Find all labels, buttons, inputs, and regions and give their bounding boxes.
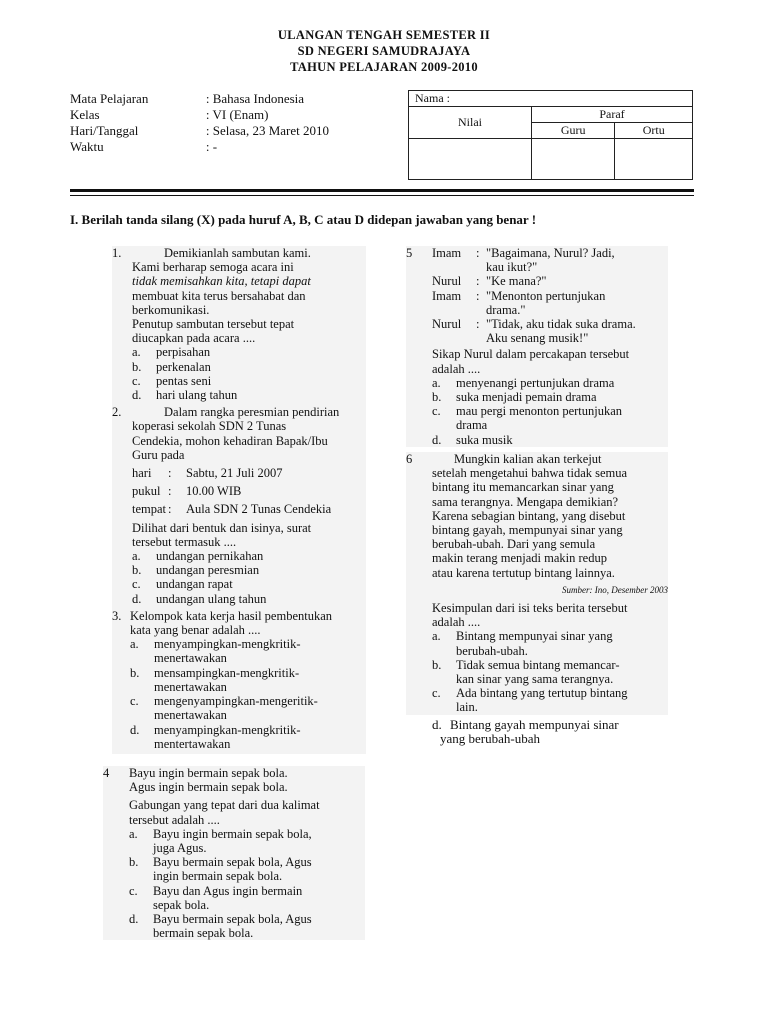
stem-line: makin terang menjadi makin redup bbox=[432, 551, 607, 566]
option-c[interactable] bbox=[129, 884, 365, 912]
question-number: 5 bbox=[406, 246, 413, 260]
name-label: Nama : bbox=[415, 91, 450, 105]
option-key: c. bbox=[432, 686, 441, 701]
info-label: Waktu bbox=[70, 139, 104, 154]
option-d[interactable] bbox=[129, 912, 365, 940]
option-d[interactable] bbox=[432, 718, 682, 732]
option-text: Tidak semua bintang memancar- bbox=[456, 657, 620, 672]
stem-line: sama terangnya. Mengapa demikian? bbox=[432, 494, 619, 509]
option-text-cont: yang berubah-ubah bbox=[440, 731, 540, 747]
option-c[interactable] bbox=[132, 577, 366, 591]
option-text-cont: menertawakan bbox=[154, 679, 227, 694]
prompt-line: adalah .... bbox=[432, 615, 481, 630]
utterance: "Ke mana?" bbox=[486, 274, 547, 289]
stem-line: Bayu ingin bermain sepak bola. bbox=[129, 766, 288, 780]
option-c[interactable] bbox=[432, 686, 668, 714]
detail-value: Sabtu, 21 Juli 2007 bbox=[186, 466, 283, 481]
option-a[interactable] bbox=[132, 549, 366, 563]
teacher-sign-cell[interactable] bbox=[532, 139, 615, 180]
q6-option-d[interactable] bbox=[432, 718, 682, 746]
option-text-cont: juga Agus. bbox=[153, 841, 207, 856]
option-a[interactable] bbox=[432, 376, 668, 390]
option-text: menyampingkan-mengkritik- bbox=[154, 722, 301, 737]
info-value: : VI (Enam) bbox=[205, 107, 269, 122]
option-key: b. bbox=[432, 390, 442, 405]
dialog-line: Nurul : "Tidak, aku tidak suka drama. Aku senang musik!" bbox=[432, 317, 636, 346]
option-text: Bintang mempunyai sinar yang bbox=[456, 629, 613, 644]
question-3 bbox=[112, 609, 366, 751]
option-text: perkenalan bbox=[156, 359, 211, 374]
option-key: d. bbox=[130, 722, 140, 737]
speaker: Imam bbox=[432, 246, 462, 260]
question-2 bbox=[112, 405, 366, 606]
option-key: a. bbox=[432, 629, 441, 644]
option-text: undangan peresmian bbox=[156, 563, 260, 578]
question-6 bbox=[406, 452, 668, 715]
info-value: : - bbox=[205, 139, 218, 154]
dialog-line: Nurul : "Ke mana?" bbox=[432, 274, 547, 289]
stem-line: Kami berharap semoga acara ini bbox=[132, 260, 294, 275]
option-text: undangan pernikahan bbox=[156, 549, 264, 564]
parent-header: Ortu bbox=[615, 123, 693, 139]
detail-label: pukul bbox=[132, 484, 161, 499]
stem-line: Guru pada bbox=[132, 447, 185, 462]
question-number: 4 bbox=[103, 766, 110, 780]
option-text: undangan rapat bbox=[156, 577, 233, 592]
option-text: Ada bintang yang tertutup bintang bbox=[456, 686, 628, 701]
stem-line: koperasi sekolah SDN 2 Tunas bbox=[132, 419, 287, 434]
stem-line: bintang itu memancarkan sinar yang bbox=[432, 480, 614, 495]
option-key: d. bbox=[132, 388, 142, 403]
speaker: Nurul bbox=[432, 274, 462, 289]
option-key: a. bbox=[129, 826, 138, 841]
option-text: menyampingkan-mengkritik- bbox=[154, 637, 301, 652]
question-number: 2. bbox=[112, 405, 122, 420]
option-key: b. bbox=[132, 563, 142, 578]
speaker: Imam bbox=[432, 288, 462, 303]
detail-value: Aula SDN 2 Tunas Cendekia bbox=[186, 502, 332, 517]
info-label: Kelas bbox=[70, 107, 100, 122]
stem-line: berubah-ubah. Dari yang semula bbox=[432, 537, 596, 552]
speaker: Nurul bbox=[432, 317, 462, 332]
event-detail-day: hari : Sabtu, 21 Juli 2007 bbox=[132, 466, 283, 481]
option-key: a. bbox=[432, 375, 441, 390]
stem-line: atau karena tertutup bintang lainnya. bbox=[432, 565, 615, 580]
option-d[interactable] bbox=[130, 723, 366, 751]
dialog-line: Imam : "Bagaimana, Nurul? Jadi, kau ikut?" bbox=[432, 246, 615, 275]
option-key: c. bbox=[132, 373, 141, 388]
stem-line: Demikianlah sambutan kami. bbox=[164, 246, 311, 260]
prompt-line: Kesimpulan dari isi teks berita tersebut bbox=[432, 601, 628, 616]
school-name: SD NEGERI SAMUDRAJAYA bbox=[297, 44, 471, 58]
option-text: pentas seni bbox=[156, 373, 212, 388]
stem-line: membuat kita terus bersahabat dan bbox=[132, 288, 306, 303]
option-d[interactable] bbox=[432, 433, 668, 447]
info-row-time bbox=[70, 139, 400, 155]
option-d[interactable] bbox=[132, 592, 366, 606]
option-text-cont: kan sinar yang sama terangnya. bbox=[456, 672, 614, 687]
option-text-cont: sepak bola. bbox=[153, 897, 210, 912]
question-5 bbox=[406, 246, 668, 447]
name-field[interactable] bbox=[409, 91, 693, 107]
option-c[interactable] bbox=[130, 694, 366, 722]
utterance: "Tidak, aku tidak suka drama. bbox=[486, 317, 636, 332]
stem-line: Cendekia, mohon kehadiran Bapak/Ibu bbox=[132, 433, 328, 448]
info-value: : Selasa, 23 Maret 2010 bbox=[205, 123, 329, 138]
source-citation: Sumber: Ino, Desember 2003 bbox=[562, 584, 668, 595]
option-text: suka musik bbox=[456, 432, 513, 447]
option-text-cont: menertawakan bbox=[154, 708, 227, 723]
option-b[interactable] bbox=[132, 563, 366, 577]
option-text-cont: menertawakan bbox=[154, 651, 227, 666]
question-number: 1. bbox=[112, 246, 122, 260]
utterance: "Bagaimana, Nurul? Jadi, bbox=[486, 246, 615, 260]
option-b[interactable] bbox=[129, 855, 365, 883]
option-text: undangan ulang tahun bbox=[156, 591, 267, 606]
option-key: a. bbox=[132, 345, 141, 360]
option-a[interactable] bbox=[132, 345, 366, 359]
option-key: b. bbox=[432, 657, 442, 672]
parent-sign-cell[interactable] bbox=[615, 139, 693, 180]
option-key: c. bbox=[432, 404, 441, 419]
header-rule-thick bbox=[70, 189, 694, 192]
event-detail-time: pukul : 10.00 WIB bbox=[132, 484, 242, 499]
section-instruction: I. Berilah tanda silang (X) pada huruf A, B, C atau D didepan jawaban yang benar ! bbox=[70, 212, 537, 227]
option-c[interactable] bbox=[132, 374, 366, 388]
prompt-line: Sikap Nurul dalam percakapan tersebut bbox=[432, 347, 630, 362]
option-text-cont: lain. bbox=[456, 700, 478, 715]
header-rule-thin bbox=[70, 195, 694, 196]
option-text-cont: berubah-ubah. bbox=[456, 643, 528, 658]
option-text-cont: mentertawakan bbox=[154, 736, 231, 751]
option-text-cont: drama bbox=[456, 418, 488, 433]
option-b[interactable] bbox=[432, 658, 668, 686]
prompt-line: tersebut termasuk .... bbox=[132, 534, 237, 549]
option-text-cont: bermain sepak bola. bbox=[153, 926, 254, 941]
option-text: Bayu ingin bermain sepak bola, bbox=[153, 826, 312, 841]
option-key: c. bbox=[129, 883, 138, 898]
stem-line: tidak memisahkan kita, tetapi dapat bbox=[132, 274, 311, 289]
question-1 bbox=[112, 246, 366, 402]
prompt-line: tersebut adalah .... bbox=[129, 812, 220, 827]
option-text: Bayu bermain sepak bola, Agus bbox=[153, 912, 312, 927]
name-score-box bbox=[408, 90, 693, 180]
option-key: d. bbox=[432, 717, 442, 732]
option-a[interactable] bbox=[130, 637, 366, 665]
teacher-header: Guru bbox=[532, 123, 615, 139]
stem-line: berkomunikasi. bbox=[132, 302, 210, 317]
option-text-cont: ingin bermain sepak bola. bbox=[153, 869, 283, 884]
option-text: Bayu dan Agus ingin bermain bbox=[153, 883, 303, 898]
detail-label: hari bbox=[132, 466, 152, 481]
option-b[interactable] bbox=[432, 390, 668, 404]
dialog-line: Imam : "Menonton pertunjukan drama." bbox=[432, 288, 606, 317]
score-header: Nilai bbox=[409, 107, 532, 139]
option-a[interactable] bbox=[129, 827, 365, 855]
option-key: c. bbox=[132, 577, 141, 592]
option-b[interactable] bbox=[130, 666, 366, 694]
prompt-line: adalah .... bbox=[432, 361, 481, 376]
option-text: mensampingkan-mengkritik- bbox=[154, 665, 300, 680]
option-key: b. bbox=[132, 359, 142, 374]
academic-year: TAHUN PELAJARAN 2009-2010 bbox=[290, 60, 478, 74]
option-key: a. bbox=[132, 549, 141, 564]
info-row-class bbox=[70, 107, 400, 123]
option-text: hari ulang tahun bbox=[156, 388, 238, 403]
option-key: b. bbox=[130, 665, 140, 680]
question-number: 6 bbox=[406, 452, 413, 466]
stem-line: setelah mengetahui bahwa tidak semua bbox=[432, 466, 628, 481]
option-text: Bayu bermain sepak bola, Agus bbox=[153, 855, 312, 870]
option-text: mengenyampingkan-mengeritik- bbox=[154, 694, 318, 709]
stem-line: Karena sebagian bintang, yang disebut bbox=[432, 508, 626, 523]
option-text: suka menjadi pemain drama bbox=[456, 390, 597, 405]
stem-line: Kelompok kata kerja hasil pembentukan bbox=[130, 608, 333, 623]
questions-left-top bbox=[112, 246, 366, 754]
prompt-line: Penutup sambutan tersebut tepat bbox=[132, 317, 295, 332]
info-row-date bbox=[70, 123, 400, 139]
exam-title: ULANGAN TENGAH SEMESTER II bbox=[277, 28, 491, 42]
utterance: "Menonton pertunjukan bbox=[486, 288, 606, 303]
event-detail-place: tempat : Aula SDN 2 Tunas Cendekia bbox=[132, 502, 332, 517]
info-label: Hari/Tanggal bbox=[70, 123, 139, 138]
signature-header: Paraf bbox=[532, 107, 693, 123]
info-label: Mata Pelajaran bbox=[70, 91, 149, 106]
prompt-line: diucapkan pada acara .... bbox=[132, 331, 256, 346]
option-b[interactable] bbox=[132, 360, 366, 374]
option-text: Bintang gayah mempunyai sinar bbox=[450, 717, 619, 732]
utterance-cont: kau ikut?" bbox=[486, 260, 538, 275]
question-text-line bbox=[112, 246, 366, 260]
detail-label: tempat bbox=[132, 502, 167, 517]
detail-value: 10.00 WIB bbox=[186, 484, 242, 499]
stem-line: kata yang benar adalah .... bbox=[130, 623, 261, 638]
utterance-cont: Aku senang musik!" bbox=[486, 331, 589, 346]
question-4 bbox=[103, 766, 365, 940]
option-key: d. bbox=[132, 591, 142, 606]
info-value: : Bahasa Indonesia bbox=[205, 91, 305, 106]
score-cell[interactable] bbox=[409, 139, 532, 180]
exam-info bbox=[70, 91, 400, 155]
prompt-line: Dilihat dari bentuk dan isinya, surat bbox=[132, 520, 312, 535]
option-text: mau pergi menonton pertunjukan bbox=[456, 404, 623, 419]
option-text: perpisahan bbox=[156, 345, 211, 360]
option-a[interactable] bbox=[432, 629, 668, 657]
option-key: c. bbox=[130, 694, 139, 709]
stem-line: Dalam rangka peresmian pendirian bbox=[164, 405, 340, 420]
option-key: d. bbox=[432, 432, 442, 447]
option-key: a. bbox=[130, 637, 139, 652]
stem-line: bintang gayah, mempunyai sinar yang bbox=[432, 523, 623, 538]
question-number: 3. bbox=[112, 608, 122, 623]
option-text: menyenangi pertunjukan drama bbox=[456, 375, 615, 390]
option-c[interactable] bbox=[432, 404, 668, 432]
prompt-line: Gabungan yang tepat dari dua kalimat bbox=[129, 798, 320, 813]
option-key: d. bbox=[129, 912, 139, 927]
stem-line: Mungkin kalian akan terkejut bbox=[454, 452, 602, 466]
stem-line: Agus ingin bermain sepak bola. bbox=[129, 780, 288, 795]
option-d[interactable] bbox=[132, 388, 366, 402]
utterance-cont: drama." bbox=[486, 302, 526, 317]
info-row-subject bbox=[70, 91, 400, 107]
option-key: b. bbox=[129, 855, 139, 870]
